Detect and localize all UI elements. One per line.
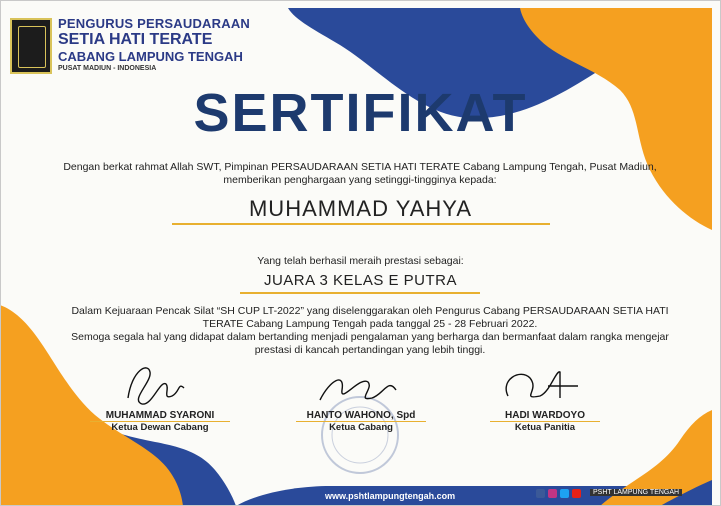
org-line-4: PUSAT MADIUN - INDONESIA [58,65,157,72]
signer-role: Ketua Panitia [514,422,576,433]
footer-website[interactable]: www.pshtlampungtengah.com [325,491,456,501]
certificate-title: SERTIFIKAT [193,83,528,143]
signer-name: HANTO WAHONO, Spd [306,410,416,421]
achievement-intro: Yang telah berhasil meraih prestasi sebagai: [257,255,464,267]
org-line-3: CABANG LAMPUNG TENGAH [58,49,243,64]
recipient-name: MUHAMMAD YAHYA [248,196,473,221]
signer-name: MUHAMMAD SYARONI [105,410,215,421]
achievement-title: JUARA 3 KELAS E PUTRA [263,272,458,289]
signer-role: Ketua Dewan Cabang [111,422,209,433]
signer-role: Ketua Cabang [329,422,393,433]
org-line-2: SETIA HATI TERATE [58,31,213,48]
org-line-1: PENGURUS PERSAUDARAAN [58,16,250,31]
event-text: Dalam Kejuaraan Pencak Silat “SH CUP LT-2022” yang diselenggarakan oleh Pengurus Cabang PERSAUDARAAN SETIA HATI TERATE Cabang Lampung Tengah pada tanggal 25 - 28 Februari 2022. [71,305,669,330]
social-handle: PSHT LAMPUNG TENGAH [590,489,682,496]
closing-text: Semoga segala hal yang didapat dalam bertanding menjadi pengalaman yang berharga dan bermanfaat dalam rangka mengejar prestasi di kancah pertandingan yang lebih tinggi. [71,331,669,356]
signer-name: HADI WARDOYO [505,410,585,421]
intro-text: Dengan berkat rahmat Allah SWT, Pimpinan PERSAUDARAAN SETIA HATI TERATE Cabang Lampung Tengah, Pusat Madiun, memberikan penghargaan yang setinggi-tingginya kepada: [63,161,657,186]
